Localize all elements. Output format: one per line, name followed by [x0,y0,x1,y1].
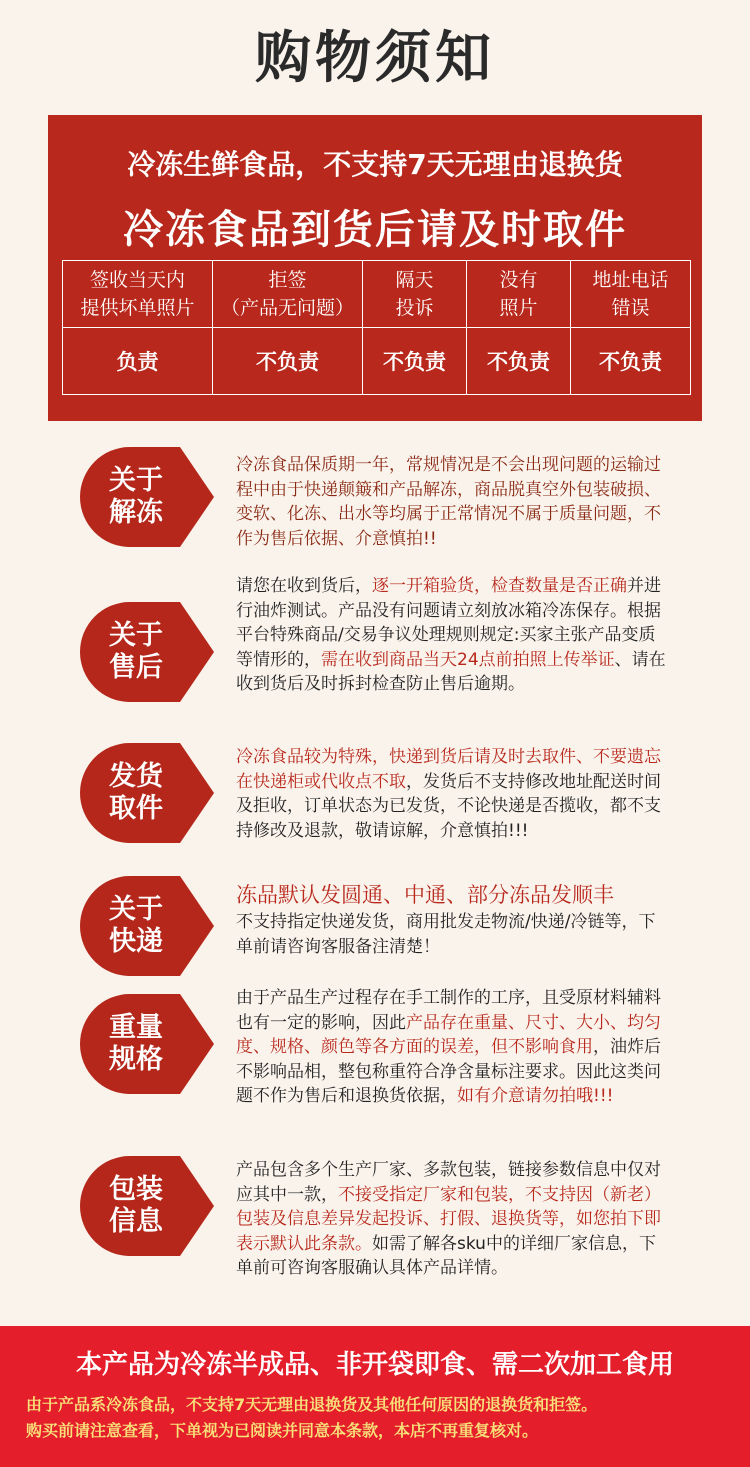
badge-label: 关于 [109,465,163,496]
section-body [236,880,666,959]
text-segment: 并进行油炸测试。产品没有问题请立刻放冰箱冷冻保存。根据平台特殊商品/交易争议处理规则规定:买家主张产品变质等情形的， [236,576,661,670]
text-segment: 不支持指定快递发货，商用批发走物流/快递/冷链等，下单前请咨询客服备注清楚！ [236,912,656,957]
badge-label: 包装 [109,1174,163,1205]
badge-label: 快递 [109,926,163,957]
badge-label: 规格 [109,1044,163,1075]
text-segment: 如需了解各sku中的详细厂家信息，下单前可咨询客服确认具体产品详情。 [236,1233,656,1278]
text-segment: 由于产品生产过程存在手工制作的工序，且受原材料辅料也有一定的影响，因此 [236,988,661,1033]
badge-label: 关于 [109,620,163,651]
badge-label: 售后 [109,652,163,683]
footer-note-1: 由于产品系冷冻食品，不支持7天无理由退换货及其他任何原因的退换货和拒签。 [26,1395,598,1414]
table-header-cell: 没有 照片 [467,261,571,328]
text-segment: ，发货后不支持修改地址配送时间及拒收，订单状态为已发货，不论快递是否揽收，都不支持修改及退款，敬请谅解，介意慎拍!!! [236,771,661,841]
table-header-cell: 隔天 投诉 [363,261,467,328]
section-body [236,1158,666,1281]
text-segment: 请您在收到货后， [236,576,372,596]
text-segment: ，油炸后不影响品相，整包称重符合净含量标注要求。因此这类问题不作为售后和退换货依据， [236,1037,661,1106]
table-value-cell: 不负责 [571,328,691,395]
page-title: 购物须知 [255,25,495,91]
badge-label: 重量 [109,1012,163,1043]
text-segment: 逐一开箱验货，检查数量是否正确 [372,576,627,596]
table-value-cell: 不负责 [467,328,571,395]
section-body [236,574,666,697]
text-segment: 冷冻食品较为特殊，快递到货后请及时去取件、不要遗忘在快递柜或代收点不取 [236,747,661,792]
badge-label: 关于 [109,894,163,925]
footer-headline: 本产品为冷冻半成品、非开袋即食、需二次加工食用 [75,1350,674,1380]
text-segment: 冻品默认发圆通、中通、部分冻品发顺丰 [236,883,614,907]
table-header-cell: 签收当天内 提供坏单照片 [63,261,213,328]
return-policy-notice [48,115,702,421]
section-badge [80,994,214,1094]
text-segment: 如有介意请勿拍哦!!! [457,1086,614,1106]
table-header-row [63,261,691,328]
table-value-cell: 不负责 [213,328,363,395]
responsibility-table [62,260,691,395]
pickup-notice: 冷冻食品到货后请及时取件 [123,207,627,253]
table-value-cell: 负责 [63,328,213,395]
section-badge [80,602,214,702]
section-body [236,745,666,843]
text-segment: 产品存在重量、尺寸、大小、均匀度、规格、颜色等各方面的误差，但不影响食用 [236,1012,661,1057]
section-badge [80,1156,214,1256]
section-badge [80,876,214,976]
table-header-cell: 地址电话 错误 [571,261,691,328]
table-value-cell: 不负责 [363,328,467,395]
no-return-notice: 冷冻生鲜食品，不支持7天无理由退换货 [127,148,623,181]
section-badge [80,743,214,843]
section-badge [80,447,214,547]
badge-label: 发货 [109,761,163,792]
badge-label: 信息 [109,1206,163,1237]
table-value-row [63,328,691,395]
badge-label: 解冻 [109,497,163,528]
section-body [236,453,666,551]
footer-banner [0,1326,750,1467]
text-segment: 需在收到商品当天24点前拍照上传举证 [321,649,615,670]
section-body [236,986,666,1109]
text-segment: 、请在收到货后及时拆封检查防止售后逾期。 [236,649,666,694]
footer-note-2: 购买前请注意查看，下单视为已阅读并同意本条款，本店不再重复核对。 [26,1421,539,1440]
text-segment: 产品包含多个生产厂家、多款包装，链接参数信息中仅对应其中一款， [236,1160,661,1205]
table-header-cell: 拒签 （产品无问题） [213,261,363,328]
badge-label: 取件 [109,793,163,824]
text-segment: 冷冻食品保质期一年，常规情况是不会出现问题的运输过程中由于快递颠簸和产品解冻，商品脱真空外包装破损、变软、化冻、出水等均属于正常情况不属于质量问题，不作为售后依据、介意慎拍!! [236,455,661,549]
text-segment: 不接受指定厂家和包装，不支持因（新老）包装及信息差异发起投诉、打假、退换货等，如您拍下即表示默认此条款。 [236,1184,661,1254]
